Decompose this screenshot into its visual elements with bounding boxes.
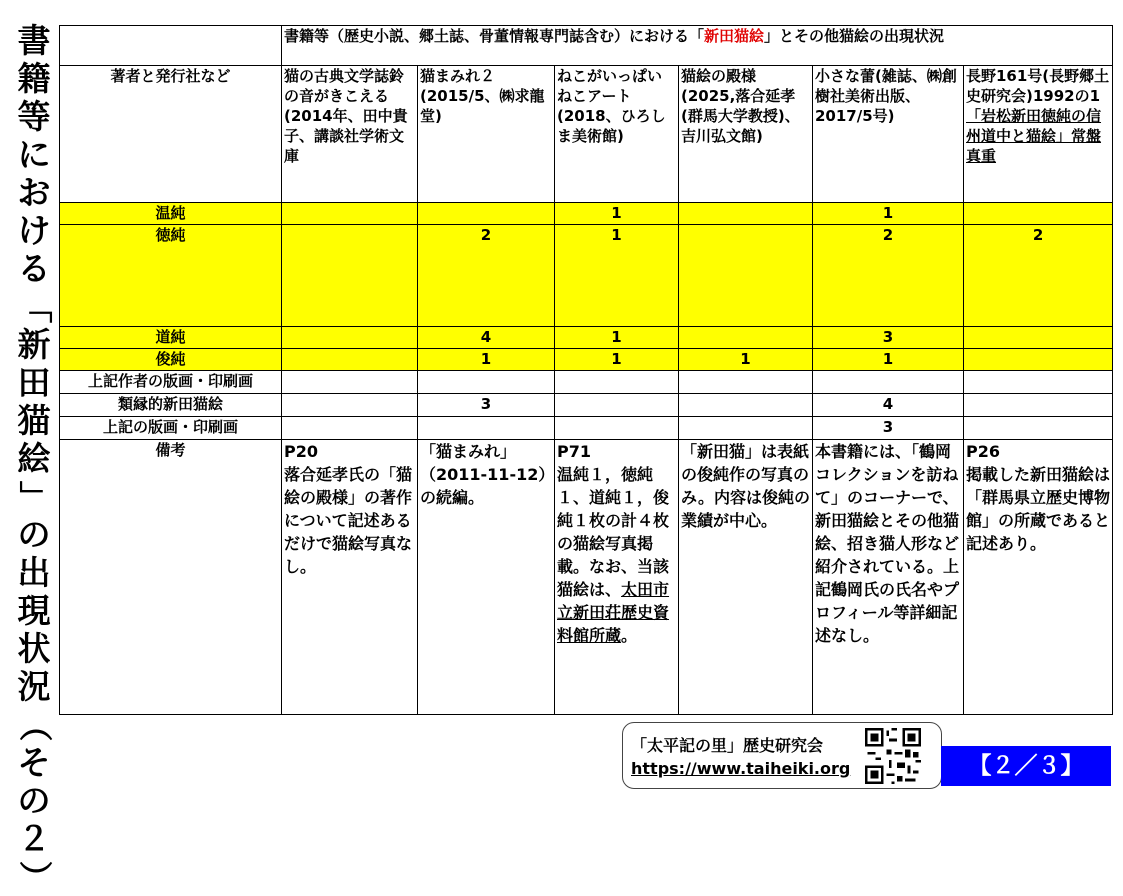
data-row [60, 203, 1113, 225]
count-cell: 4 [813, 394, 964, 417]
vertical-title [14, 22, 54, 896]
data-row [60, 327, 1113, 349]
count-cell: 1 [555, 349, 679, 371]
notes-row [60, 440, 1113, 715]
count-cell [679, 225, 813, 327]
vertical-title-char: 新 [17, 325, 51, 364]
vertical-title-char: 絵 [17, 439, 51, 478]
vertical-title-char: お [17, 173, 51, 212]
footer-org: 「太平記の里」歴史研究会 [631, 736, 824, 755]
note-text: 温純１，徳純１、道純１，俊純１枚の計４枚の猫絵写真掲載。なお、当該猫絵は、 [557, 465, 670, 599]
publication-cell [964, 66, 1113, 203]
count-cell: 1 [679, 349, 813, 371]
vertical-title-char: に [17, 135, 51, 174]
count-cell [679, 371, 813, 394]
note-text: 「猫まみれ」（2011-11-12）の続編。 [420, 442, 547, 507]
note-text: 掲載した新田猫絵は「群馬県立歴史博物館」の所蔵であると記述あり。 [966, 465, 1111, 553]
count-cell: 1 [555, 225, 679, 327]
publication-cell: 猫絵の殿様(2025,落合延孝(群馬大学教授)、吉川弘文館) [679, 66, 813, 203]
row-label: 道純 [60, 327, 282, 349]
note-text: 本書籍には、「鶴岡コレクションを訪ねて」のコーナーで、新田猫絵とその他猫絵、招き猫人形など紹介されている。上記鶴岡氏の氏名やプロフィール等詳細記述なし。 [815, 442, 960, 645]
data-row [60, 417, 1113, 440]
count-cell [282, 225, 418, 327]
header-title [282, 26, 1113, 66]
count-cell [282, 349, 418, 371]
count-cell [964, 327, 1113, 349]
note-text: 「新田猫」は表紙の俊純作の写真のみ。内容は俊純の業績が中心。 [681, 442, 810, 530]
vertical-title-char: ） [15, 860, 54, 894]
occurrence-table [59, 25, 1113, 715]
count-cell [679, 203, 813, 225]
count-cell [282, 394, 418, 417]
header-prefix: 書籍等（歴史小説、郷土誌、骨董情報専門誌含む）における「 [284, 27, 705, 45]
note-cell [679, 440, 813, 715]
vertical-title-char: の [17, 515, 51, 554]
note-page: P26 [966, 442, 1000, 461]
vertical-title-char: そ [17, 743, 51, 782]
note-museum: 太田市立新田荘歴史資料館所蔵 [557, 580, 670, 645]
count-cell [679, 394, 813, 417]
count-cell: 3 [813, 327, 964, 349]
count-cell [679, 417, 813, 440]
count-cell [813, 371, 964, 394]
count-cell [555, 371, 679, 394]
count-cell: 3 [418, 394, 555, 417]
page-number-badge: 【２／３】 [941, 746, 1111, 786]
publication-cell: ねこがいっぱい ねこアート(2018、ひろしま美術館) [555, 66, 679, 203]
count-cell: 1 [555, 327, 679, 349]
vertical-title-char: 猫 [17, 401, 51, 440]
row-label: 温純 [60, 203, 282, 225]
footer-url-link[interactable]: https://www.taiheiki.org [631, 759, 851, 778]
note-cell [964, 440, 1113, 715]
publisher-label: 著者と発行社など [60, 66, 282, 203]
count-cell: 1 [813, 203, 964, 225]
footer-box [622, 722, 942, 789]
vertical-title-char: 籍 [17, 59, 51, 98]
row-label: 徳純 [60, 225, 282, 327]
publication-cell: 猫の古典文学誌鈴の音がきこえる(2014年、田中貴子、講談社学術文庫 [282, 66, 418, 203]
note-cell [813, 440, 964, 715]
header-suffix: 」とその他猫絵の出現状況 [764, 27, 945, 45]
vertical-title-char: 田 [17, 363, 51, 402]
note-text-end: 。 [621, 626, 638, 645]
count-cell: 2 [813, 225, 964, 327]
vertical-title-char: 「 [15, 290, 54, 324]
row-label: 上記作者の版画・印刷画 [60, 371, 282, 394]
vertical-title-char: 出 [17, 553, 51, 592]
count-cell [555, 417, 679, 440]
vertical-title-char: 現 [17, 591, 51, 630]
data-row [60, 225, 1113, 327]
count-cell: 3 [813, 417, 964, 440]
count-cell: 1 [418, 349, 555, 371]
row-label: 俊純 [60, 349, 282, 371]
header-highlight: 新田猫絵 [704, 27, 765, 45]
vertical-title-char: 」 [15, 480, 54, 514]
vertical-title-char: 況 [17, 667, 51, 706]
data-row [60, 394, 1113, 417]
row-label: 類縁的新田猫絵 [60, 394, 282, 417]
count-cell: 2 [964, 225, 1113, 327]
vertical-title-char: る [17, 249, 51, 288]
count-cell [418, 203, 555, 225]
row-label: 上記の版画・印刷画 [60, 417, 282, 440]
publication-text: 長野161号(長野郷土史研究会)1992の1 [966, 67, 1110, 105]
vertical-title-char: （ [15, 708, 54, 742]
count-cell [282, 203, 418, 225]
count-cell [418, 371, 555, 394]
count-cell [964, 371, 1113, 394]
header-row [60, 26, 1113, 66]
vertical-title-char: 等 [17, 97, 51, 136]
count-cell [418, 417, 555, 440]
vertical-title-char: ２ [17, 819, 51, 858]
publication-cell: 猫まみれ２(2015/5、㈱求龍堂) [418, 66, 555, 203]
data-row [60, 371, 1113, 394]
publication-row [60, 66, 1113, 203]
note-text: 落合延孝氏の「猫絵の殿様」の著作について記述あるだけで猫絵写真なし。 [284, 465, 413, 576]
vertical-title-char: 書 [17, 21, 51, 60]
vertical-title-char: 状 [17, 629, 51, 668]
vertical-title-char: の [17, 781, 51, 820]
note-page: P71 [557, 442, 591, 461]
count-cell: 1 [555, 203, 679, 225]
header-corner [60, 26, 282, 66]
note-cell [555, 440, 679, 715]
count-cell: 4 [418, 327, 555, 349]
count-cell [282, 417, 418, 440]
qr-code-icon[interactable] [865, 728, 921, 784]
note-cell [282, 440, 418, 715]
count-cell [282, 371, 418, 394]
notes-label: 備考 [60, 440, 282, 715]
publication-article-title: 「岩松新田徳純の信州道中と猫絵」常盤真重 [966, 107, 1102, 165]
count-cell [679, 327, 813, 349]
count-cell [964, 349, 1113, 371]
count-cell [964, 417, 1113, 440]
vertical-title-char: け [17, 211, 51, 250]
count-cell [964, 203, 1113, 225]
data-row [60, 349, 1113, 371]
note-cell [418, 440, 555, 715]
count-cell: 2 [418, 225, 555, 327]
count-cell [555, 394, 679, 417]
note-page: P20 [284, 442, 318, 461]
count-cell [964, 394, 1113, 417]
count-cell: 1 [813, 349, 964, 371]
publication-cell: 小さな蕾(雑誌、㈱創樹社美術出版、2017/5号) [813, 66, 964, 203]
count-cell [282, 327, 418, 349]
